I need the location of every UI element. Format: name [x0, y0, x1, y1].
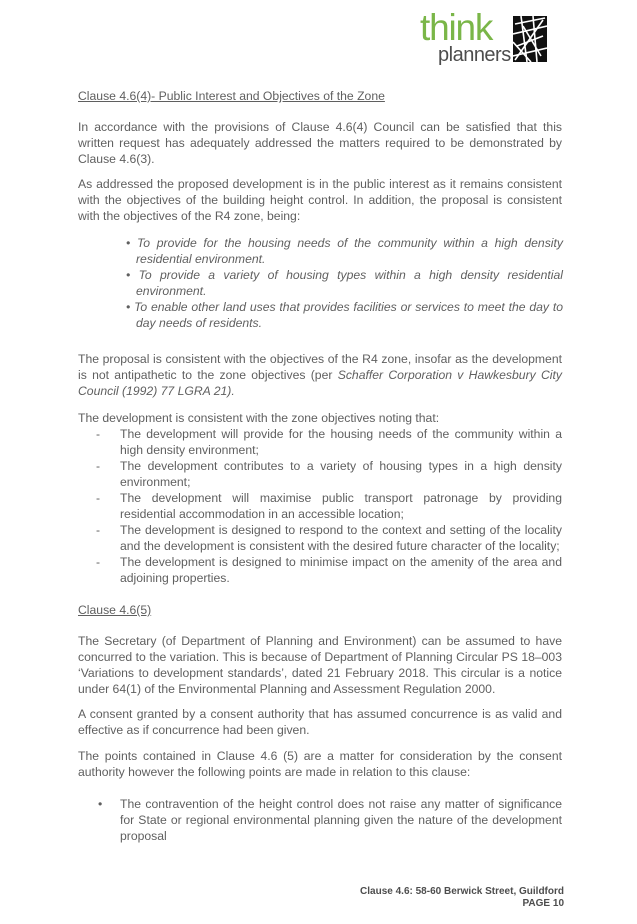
list-item: • To provide a variety of housing types within a high density residential environment. — [126, 268, 563, 298]
list-item-text: The development contributes to a variety of housing types in a high density environment; — [120, 459, 562, 489]
dash-marker: - — [96, 459, 101, 473]
paragraph — [78, 351, 562, 399]
paragraph: In accordance with the provisions of Clause 4.6(4) Council can be satisfied that this written request has adequately addressed the matters required to be demonstrated by Clause 4.6(3). — [78, 120, 562, 166]
page-number: PAGE 10 — [522, 898, 564, 909]
list-item — [78, 458, 562, 490]
list-item: • To provide for the housing needs of the community within a high density residential environment. — [126, 236, 563, 266]
company-logo — [416, 7, 550, 66]
list-item-text: The development is designed to minimise impact on the amenity of the area and adjoining properties. — [120, 555, 562, 585]
paragraph: A consent granted by a consent authority that has assumed concurrence is as valid and effective as if concurrence had been given. — [78, 707, 562, 737]
list-item-text: The development is designed to respond to the context and setting of the locality and the development is consistent with the desired future character of the locality; — [120, 523, 562, 553]
dash-marker: - — [96, 427, 101, 441]
paragraph: As addressed the proposed development is in the public interest as it remains consistent with the objectives of the building height control. In addition, the proposal is consistent with the objectives of the R4 zone, being: — [78, 177, 562, 223]
list-item — [78, 426, 562, 458]
list-item-text: The development will provide for the housing needs of the community within a high density environment; — [120, 427, 562, 457]
zone-objectives-list — [119, 235, 563, 331]
section-heading-clause-4-6-5: Clause 4.6(5) — [78, 603, 152, 617]
list-item-text: To enable other land uses that provides facilities or services to meet the day to day needs of residents. — [134, 300, 563, 330]
list-item-text: To provide for the housing needs of the community within a high density residential environment. — [136, 236, 563, 266]
list-item-text: To provide a variety of housing types within a high density residential environment. — [136, 268, 563, 298]
paragraph: The points contained in Clause 4.6 (5) are a matter for consideration by the consent authority however the following points are made in relation to this clause: — [78, 749, 562, 779]
page-footer — [360, 886, 564, 910]
list-item — [78, 490, 562, 522]
map-grid-logo-icon — [513, 16, 547, 62]
case-citation: Schaffer Corporation v Hawkesbury City Council (1992) 77 LGRA 21). — [78, 368, 562, 398]
dash-marker: - — [96, 555, 101, 569]
clause-points-list — [78, 796, 562, 844]
paragraph: The Secretary (of Department of Planning and Environment) can be assumed to have concurred to the variation. This is because of Department of Planning Circular PS 18–003 ‘Variations to development standards’, dated 21 February 2018. This circular is a notice under 64(1) of the Environmental Planning and Assessment Regulation 2000. — [78, 634, 562, 696]
list-item — [78, 554, 562, 586]
paragraph-text: The proposal is consistent with the objectives of the R4 zone, insofar as the development is not antipathetic to the zone objectives (per — [78, 352, 562, 382]
dash-marker: - — [96, 491, 101, 505]
list-item: • To enable other land uses that provides facilities or services to meet the day to day needs of residents. — [126, 300, 563, 330]
list-item-text: The development will maximise public transport patronage by providing residential accommodation in an accessible location; — [120, 491, 562, 521]
consistency-points-list — [78, 426, 562, 586]
list-item-text: The contravention of the height control does not raise any matter of significance for State or regional environmental planning given the nature of the development proposal — [120, 797, 562, 843]
list-item — [78, 796, 562, 844]
list-item — [78, 522, 562, 554]
section-heading-public-interest: Clause 4.6(4)- Public Interest and Objectives of the Zone — [78, 89, 385, 103]
logo-word-planners: planners — [438, 44, 511, 66]
dash-marker: - — [96, 523, 101, 537]
bullet-marker: • — [98, 797, 103, 811]
paragraph: The development is consistent with the zone objectives noting that: — [78, 411, 440, 425]
footer-title: Clause 4.6: 58-60 Berwick Street, Guildford — [360, 886, 564, 897]
logo-word-think: think — [420, 7, 493, 48]
